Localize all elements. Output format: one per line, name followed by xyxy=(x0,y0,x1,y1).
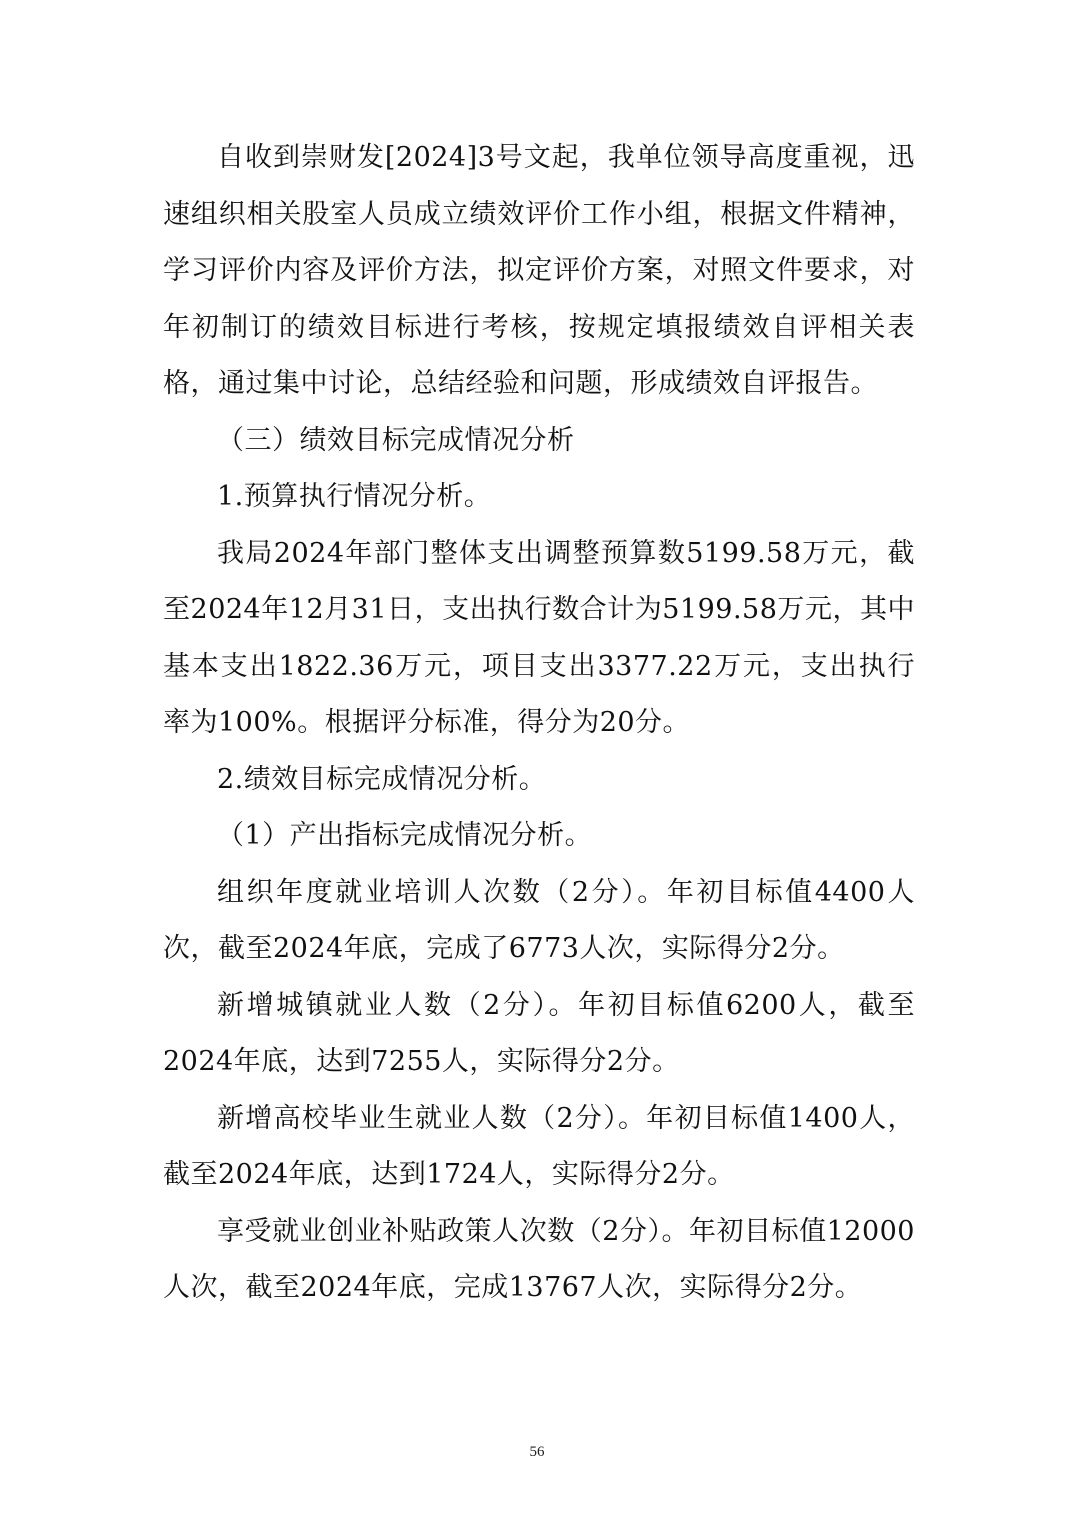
paragraph-graduate-employment: 新增高校毕业生就业人数（2分）。年初目标值1400人，截至2024年底，达到1724人，实际得分2分。 xyxy=(163,1102,915,1190)
paragraph-subsidy-policy: 享受就业创业补贴政策人次数（2分）。年初目标值12000人次，截至2024年底，完成13767人次，实际得分2分。 xyxy=(163,1215,915,1303)
paragraph-evaluation-process: 自收到崇财发[2024]3号文起，我单位领导高度重视，迅速组织相关股室人员成立绩效评价工作小组，根据文件精神，学习评价内容及评价方法，拟定评价方案，对照文件要求，对年初制订的绩效目标进行考核，按规定填报绩效自评相关表格，通过集中讨论，总结经验和问题，形成绩效自评报告。 xyxy=(163,142,915,399)
paragraph-urban-employment: 新增城镇就业人数（2分）。年初目标值6200人，截至2024年底，达到7255人，实际得分2分。 xyxy=(163,989,915,1077)
paragraph-training-count: 组织年度就业培训人次数（2分）。年初目标值4400人次，截至2024年底，完成了6773人次，实际得分2分。 xyxy=(163,876,915,964)
paragraph-budget-execution: 我局2024年部门整体支出调整预算数5199.58万元，截至2024年12月31日，支出执行数合计为5199.58万元，其中基本支出1822.36万元，项目支出3377.22万元，支出执行率为100%。根据评分标准，得分为20分。 xyxy=(163,537,915,738)
page-number: 56 xyxy=(529,1444,545,1460)
subheading-budget-execution: 1.预算执行情况分析。 xyxy=(217,481,492,512)
subheading-output-indicators: （1）产出指标完成情况分析。 xyxy=(217,820,593,851)
section-heading-goal-analysis: （三）绩效目标完成情况分析 xyxy=(217,424,575,456)
document-body xyxy=(163,130,915,1317)
subheading-goal-completion: 2.绩效目标完成情况分析。 xyxy=(217,763,547,795)
